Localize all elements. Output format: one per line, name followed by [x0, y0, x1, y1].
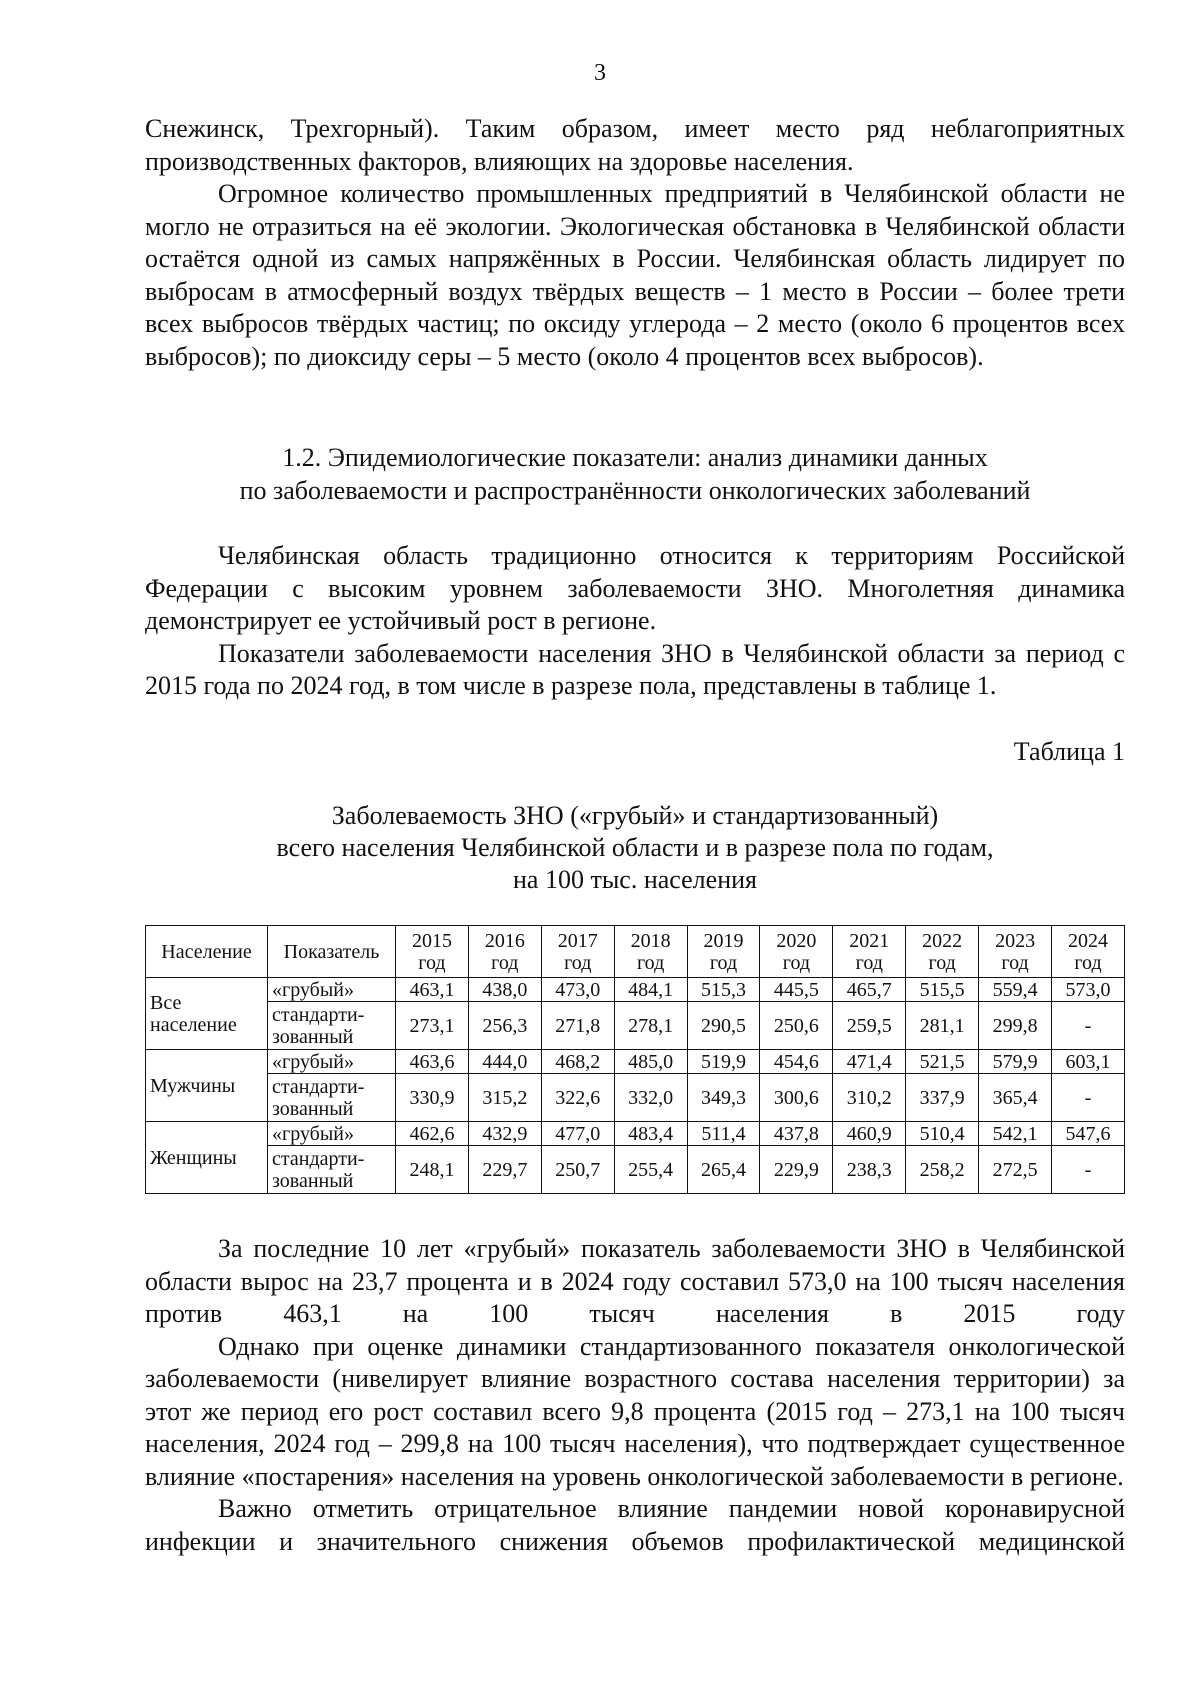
bottom-text-block: [145, 1233, 1125, 1558]
table-header-row: [146, 926, 1125, 978]
value-cell: 463,6: [396, 1050, 469, 1074]
header-year-number: 2020: [776, 929, 817, 952]
indicator-standardized-line2: зованный: [272, 1169, 354, 1192]
header-year-suffix: год: [491, 951, 519, 974]
value-cell: 255,4: [614, 1146, 687, 1194]
population-group-cell: [146, 1050, 268, 1122]
header-year-number: 2021: [849, 929, 890, 952]
value-cell: 259,5: [833, 1002, 906, 1050]
section-heading-line1: 1.2. Эпидемиологические показатели: анализ динамики данных: [282, 443, 988, 472]
value-cell: 463,1: [396, 978, 469, 1002]
value-cell: 315,2: [468, 1074, 541, 1122]
value-cell: 460,9: [833, 1122, 906, 1146]
value-cell: -: [1052, 1146, 1125, 1194]
indicator-standardized-line1: стандарти-: [272, 1003, 365, 1026]
value-cell: 273,1: [396, 1002, 469, 1050]
section-heading-line2: по заболеваемости и распространённости онкологических заболеваний: [239, 476, 1031, 505]
indicator-standardized-line1: стандарти-: [272, 1075, 365, 1098]
table-title-line3: на 100 тыс. населения: [513, 865, 757, 894]
value-cell: 310,2: [833, 1074, 906, 1122]
indicator-standardized-line1: стандарти-: [272, 1147, 365, 1170]
table-label-block: [145, 737, 1125, 767]
header-year-suffix: год: [564, 951, 592, 974]
header-year-number: 2018: [630, 929, 671, 952]
header-year-number: 2019: [703, 929, 744, 952]
value-cell: 330,9: [396, 1074, 469, 1122]
header-year: [906, 926, 979, 978]
value-cell: 250,7: [541, 1146, 614, 1194]
value-cell: 444,0: [468, 1050, 541, 1074]
value-cell: 238,3: [833, 1146, 906, 1194]
value-cell: 511,4: [687, 1122, 760, 1146]
value-cell: 438,0: [468, 978, 541, 1002]
value-cell: 248,1: [396, 1146, 469, 1194]
page-number: 3: [594, 60, 606, 86]
header-year: [833, 926, 906, 978]
paragraph-incidence-level: Челябинская область традиционно относится к территориям Российской Федерации с высоким уровнем заболеваемости ЗНО. Многолетняя динамика демонстрирует ее устойчивый рост в регионе.: [145, 541, 1125, 635]
paragraph-continuation: Снежинск, Трехгорный). Таким образом, имеет место ряд неблагоприятных производственных факторов, влияющих на здоровье населения.: [145, 114, 1125, 176]
header-population: Население: [146, 926, 268, 978]
population-group-label: Женщины: [150, 1146, 237, 1169]
value-cell: -: [1052, 1074, 1125, 1122]
value-cell: 432,9: [468, 1122, 541, 1146]
header-year-number: 2024: [1068, 929, 1108, 952]
header-year-suffix: год: [928, 951, 956, 974]
header-year-suffix: год: [709, 951, 738, 974]
population-group-label: Мужчины: [150, 1074, 236, 1097]
value-cell: 272,5: [979, 1146, 1052, 1194]
population-group-label-line2: население: [150, 1013, 237, 1036]
value-cell: 547,6: [1052, 1122, 1125, 1146]
value-cell: 349,3: [687, 1074, 760, 1122]
indicator-crude-cell: «грубый»: [268, 978, 396, 1002]
indicator-standardized-line2: зованный: [272, 1097, 354, 1120]
table-row: [146, 1122, 1125, 1146]
population-group-cell: [146, 1122, 268, 1194]
value-cell: 515,5: [906, 978, 979, 1002]
value-cell: 559,4: [979, 978, 1052, 1002]
table-container: [145, 925, 1125, 1194]
header-year-suffix: год: [855, 951, 883, 974]
value-cell: 510,4: [906, 1122, 979, 1146]
value-cell: 365,4: [979, 1074, 1052, 1122]
incidence-table: [145, 925, 1125, 1194]
value-cell: 256,3: [468, 1002, 541, 1050]
value-cell: 437,8: [760, 1122, 833, 1146]
indicator-crude-cell: «грубый»: [268, 1122, 396, 1146]
value-cell: 465,7: [833, 978, 906, 1002]
header-year-suffix: год: [782, 951, 811, 974]
table-title: [145, 800, 1125, 896]
header-year: [396, 926, 469, 978]
header-year-number: 2017: [557, 929, 598, 952]
table-row: [146, 1074, 1125, 1122]
paragraph-ecology: Огромное количество промышленных предприятий в Челябинской области не могло не отразиться на её экологии. Экологическая обстановка в Челябинской области остаётся одной из самых напряжённых в России. Челябинская область лидирует по выбросам в атмосферный воздух твёрдых веществ – 1 место в России – более трети всех выбросов твёрдых частиц; по оксиду углерода – 2 место (около 6 процентов всех выбросов); по диоксиду серы – 5 место (около 4 процентов всех выбросов).: [145, 179, 1125, 371]
header-year-suffix: год: [418, 951, 446, 974]
table-row: [146, 1002, 1125, 1050]
header-year-number: 2015: [411, 929, 452, 952]
paragraph-pandemic: Важно отметить отрицательное влияние пандемии новой коронавирусной инфекции и значительного снижения объемов профилактической медицинской: [145, 1494, 1125, 1556]
value-cell: 258,2: [906, 1146, 979, 1194]
header-year: [687, 926, 760, 978]
value-cell: 250,6: [760, 1002, 833, 1050]
table-row: [146, 1050, 1125, 1074]
header-indicator: Показатель: [268, 926, 396, 978]
indicator-standardized-cell: [268, 1002, 396, 1050]
value-cell: 229,9: [760, 1146, 833, 1194]
header-year: [468, 926, 541, 978]
value-cell: 573,0: [1052, 978, 1125, 1002]
paragraph-crude-growth: За последние 10 лет «грубый» показатель заболеваемости ЗНО в Челябинской области вырос на 23,7 процента и в 2024 году составил 573,0 на 100 тысяч населения против 463,1 на 100 тысяч населения в 2015 году: [145, 1234, 1125, 1328]
value-cell: 332,0: [614, 1074, 687, 1122]
value-cell: 485,0: [614, 1050, 687, 1074]
population-group-cell: [146, 978, 268, 1050]
value-cell: 290,5: [687, 1002, 760, 1050]
header-year: [979, 926, 1052, 978]
table-title-line2: всего населения Челябинской области и в разрезе пола по годам,: [276, 833, 994, 862]
top-text-block: [145, 113, 1125, 373]
value-cell: 281,1: [906, 1002, 979, 1050]
header-year: [614, 926, 687, 978]
value-cell: 462,6: [396, 1122, 469, 1146]
value-cell: 579,9: [979, 1050, 1052, 1074]
header-year-number: 2016: [484, 929, 525, 952]
header-year: [541, 926, 614, 978]
value-cell: 271,8: [541, 1002, 614, 1050]
paragraph-standardized-growth: Однако при оценке динамики стандартизованного показателя онкологической заболеваемости (нивелирует влияние возрастного состава населения территории) за этот же период его рост составил всего 9,8 процента (2015 год – 273,1 на 100 тысяч населения, 2024 год – 299,8 на 100 тысяч населения), что подтверждает существенное влияние «постарения» населения на уровень онкологической заболеваемости в регионе.: [145, 1331, 1125, 1491]
value-cell: 542,1: [979, 1122, 1052, 1146]
value-cell: 265,4: [687, 1146, 760, 1194]
header-year-number: 2023: [995, 929, 1036, 952]
indicator-standardized-line2: зованный: [272, 1025, 354, 1048]
header-year: [1052, 926, 1125, 978]
indicator-standardized-cell: [268, 1074, 396, 1122]
header-year-suffix: год: [1001, 951, 1029, 974]
header-year: [760, 926, 833, 978]
value-cell: 337,9: [906, 1074, 979, 1122]
value-cell: 483,4: [614, 1122, 687, 1146]
value-cell: 229,7: [468, 1146, 541, 1194]
value-cell: 454,6: [760, 1050, 833, 1074]
table-row: [146, 978, 1125, 1002]
section-heading: [145, 441, 1125, 507]
table-title-line1: Заболеваемость ЗНО («грубый» и стандартизованный): [331, 801, 939, 830]
table-row: [146, 1146, 1125, 1194]
value-cell: 445,5: [760, 978, 833, 1002]
paragraph-table-reference: Показатели заболеваемости населения ЗНО в Челябинской области за период с 2015 года по 2024 год, в том числе в разрезе пола, представлены в таблице 1.: [145, 638, 1125, 700]
value-cell: -: [1052, 1002, 1125, 1050]
value-cell: 521,5: [906, 1050, 979, 1074]
value-cell: 468,2: [541, 1050, 614, 1074]
header-year-number: 2022: [922, 929, 963, 952]
value-cell: 484,1: [614, 978, 687, 1002]
table-label: Таблица 1: [1013, 737, 1125, 766]
value-cell: 515,3: [687, 978, 760, 1002]
value-cell: 300,6: [760, 1074, 833, 1122]
value-cell: 471,4: [833, 1050, 906, 1074]
value-cell: 473,0: [541, 978, 614, 1002]
indicator-crude-cell: «грубый»: [268, 1050, 396, 1074]
value-cell: 299,8: [979, 1002, 1052, 1050]
indicator-standardized-cell: [268, 1146, 396, 1194]
value-cell: 519,9: [687, 1050, 760, 1074]
value-cell: 477,0: [541, 1122, 614, 1146]
middle-text-block: [145, 540, 1125, 703]
value-cell: 603,1: [1052, 1050, 1125, 1074]
population-group-label: Все: [150, 991, 182, 1014]
header-year-suffix: год: [636, 951, 665, 974]
header-year-suffix: год: [1074, 951, 1102, 974]
table-body: [146, 978, 1125, 1194]
value-cell: 322,6: [541, 1074, 614, 1122]
value-cell: 278,1: [614, 1002, 687, 1050]
